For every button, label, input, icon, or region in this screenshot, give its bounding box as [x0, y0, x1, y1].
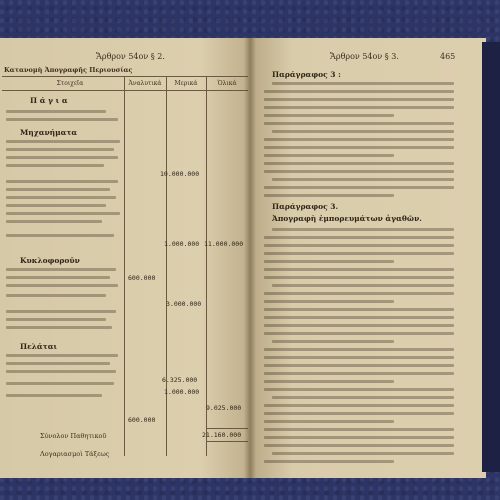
text-line — [264, 90, 454, 93]
text-line — [264, 162, 454, 165]
text-line — [6, 284, 118, 287]
section-heading-1: Παράγραφος 3 : — [272, 70, 341, 79]
left-page — [0, 38, 250, 478]
text-line — [264, 146, 454, 149]
text-line — [264, 324, 454, 327]
text-line — [264, 276, 454, 279]
text-line — [6, 156, 118, 159]
text-line — [264, 292, 454, 295]
text-line — [264, 460, 394, 463]
text-line — [6, 294, 106, 297]
col-header-analytic: Ἀναλυτικά — [128, 80, 162, 87]
row-total-7: 9.025.000 — [206, 404, 242, 412]
table-header-rule — [2, 90, 248, 91]
text-line — [6, 212, 120, 215]
footer-total-label: Σύνολον Παθητικοῦ — [40, 432, 107, 440]
text-line — [264, 356, 454, 359]
right-page — [250, 38, 486, 478]
col-divider-3 — [206, 76, 207, 456]
text-line — [6, 394, 102, 397]
text-line — [264, 308, 454, 311]
text-line — [264, 436, 454, 439]
text-line — [264, 388, 454, 391]
text-line — [264, 428, 454, 431]
section-heading-3: Ἀπογραφὴ ἐμπορευμάτων ἀγαθῶν. — [272, 214, 422, 223]
col-header-partial: Μερικά — [174, 80, 198, 87]
text-line — [272, 82, 454, 85]
text-line — [6, 276, 110, 279]
row-total-2: 11.000.000 — [204, 240, 244, 248]
text-line — [264, 106, 454, 109]
text-line — [264, 268, 454, 271]
text-line — [264, 194, 394, 197]
row-analytic-8: 600.000 — [128, 416, 156, 424]
text-line — [264, 364, 454, 367]
text-line — [6, 354, 118, 357]
text-line — [264, 444, 454, 447]
text-line — [264, 98, 454, 101]
footer-order-accounts: Λογαριασμοὶ Τάξεως — [40, 450, 110, 458]
text-line — [6, 196, 116, 199]
text-line — [6, 318, 106, 321]
text-line — [264, 114, 394, 117]
text-line — [264, 244, 454, 247]
text-line — [264, 186, 454, 189]
text-line — [264, 300, 394, 303]
text-line — [6, 220, 102, 223]
row-analytic-3: 600.000 — [128, 274, 156, 282]
text-line — [6, 180, 118, 183]
text-line — [6, 188, 110, 191]
text-line — [264, 348, 454, 351]
text-line — [272, 130, 454, 133]
right-running-head: Ἄρθρον 54ον § 3. — [330, 52, 399, 61]
text-line — [264, 154, 394, 157]
col-divider-2 — [166, 76, 167, 456]
left-running-head: Ἄρθρον 54ον § 2. — [96, 52, 165, 61]
text-line — [264, 372, 454, 375]
col-header-total: Ὁλικά — [217, 80, 237, 87]
row-partial-4: 3.000.000 — [166, 300, 202, 308]
text-line — [6, 234, 114, 237]
text-line — [6, 268, 116, 271]
col-divider-1 — [124, 76, 125, 456]
text-line — [272, 396, 454, 399]
text-line — [6, 110, 106, 113]
text-line — [6, 362, 110, 365]
text-line — [264, 380, 394, 383]
row-total-9: 21.160.000 — [202, 431, 242, 439]
text-line — [272, 228, 454, 231]
section-heading-2: Παράγραφος 3. — [272, 202, 339, 211]
row-partial-5: 6.325.000 — [162, 376, 198, 384]
text-line — [272, 340, 394, 343]
text-line — [264, 332, 454, 335]
row-label-3: Κυκλοφοροῦν — [20, 256, 80, 265]
row-label-1: Μηχανήματα — [20, 128, 78, 137]
text-line — [6, 326, 112, 329]
book-gutter — [244, 38, 256, 478]
text-line — [6, 310, 116, 313]
text-line — [264, 170, 454, 173]
text-line — [6, 164, 104, 167]
text-line — [264, 122, 454, 125]
text-line — [264, 412, 454, 415]
row-label-5: Πελάται — [20, 342, 58, 351]
row-partial-6: 1.000.000 — [164, 388, 200, 396]
text-line — [6, 370, 116, 373]
text-line — [264, 260, 394, 263]
text-line — [264, 236, 454, 239]
text-line — [272, 452, 454, 455]
text-line — [272, 284, 454, 287]
row-partial-1: 10.000.000 — [160, 170, 200, 178]
text-line — [264, 138, 454, 141]
text-line — [6, 140, 120, 143]
text-line — [6, 382, 114, 385]
table-top-rule — [2, 76, 248, 77]
text-line — [272, 178, 454, 181]
row-label-0: Π ά γ ι α — [30, 96, 68, 105]
text-line — [6, 148, 114, 151]
sum-rule-double — [206, 441, 248, 442]
text-line — [6, 118, 118, 121]
sum-rule — [206, 428, 248, 429]
text-line — [264, 316, 454, 319]
col-header-items: Στοιχεῖα — [56, 80, 84, 87]
book-cover-edge — [482, 42, 500, 472]
page-number: 465 — [440, 52, 456, 61]
text-line — [264, 420, 394, 423]
text-line — [6, 204, 106, 207]
table-title: Κατανομὴ Ἀπογραφῆς Περιουσίας — [4, 66, 133, 74]
text-line — [264, 252, 454, 255]
row-partial-2: 1.000.000 — [164, 240, 200, 248]
text-line — [264, 404, 454, 407]
